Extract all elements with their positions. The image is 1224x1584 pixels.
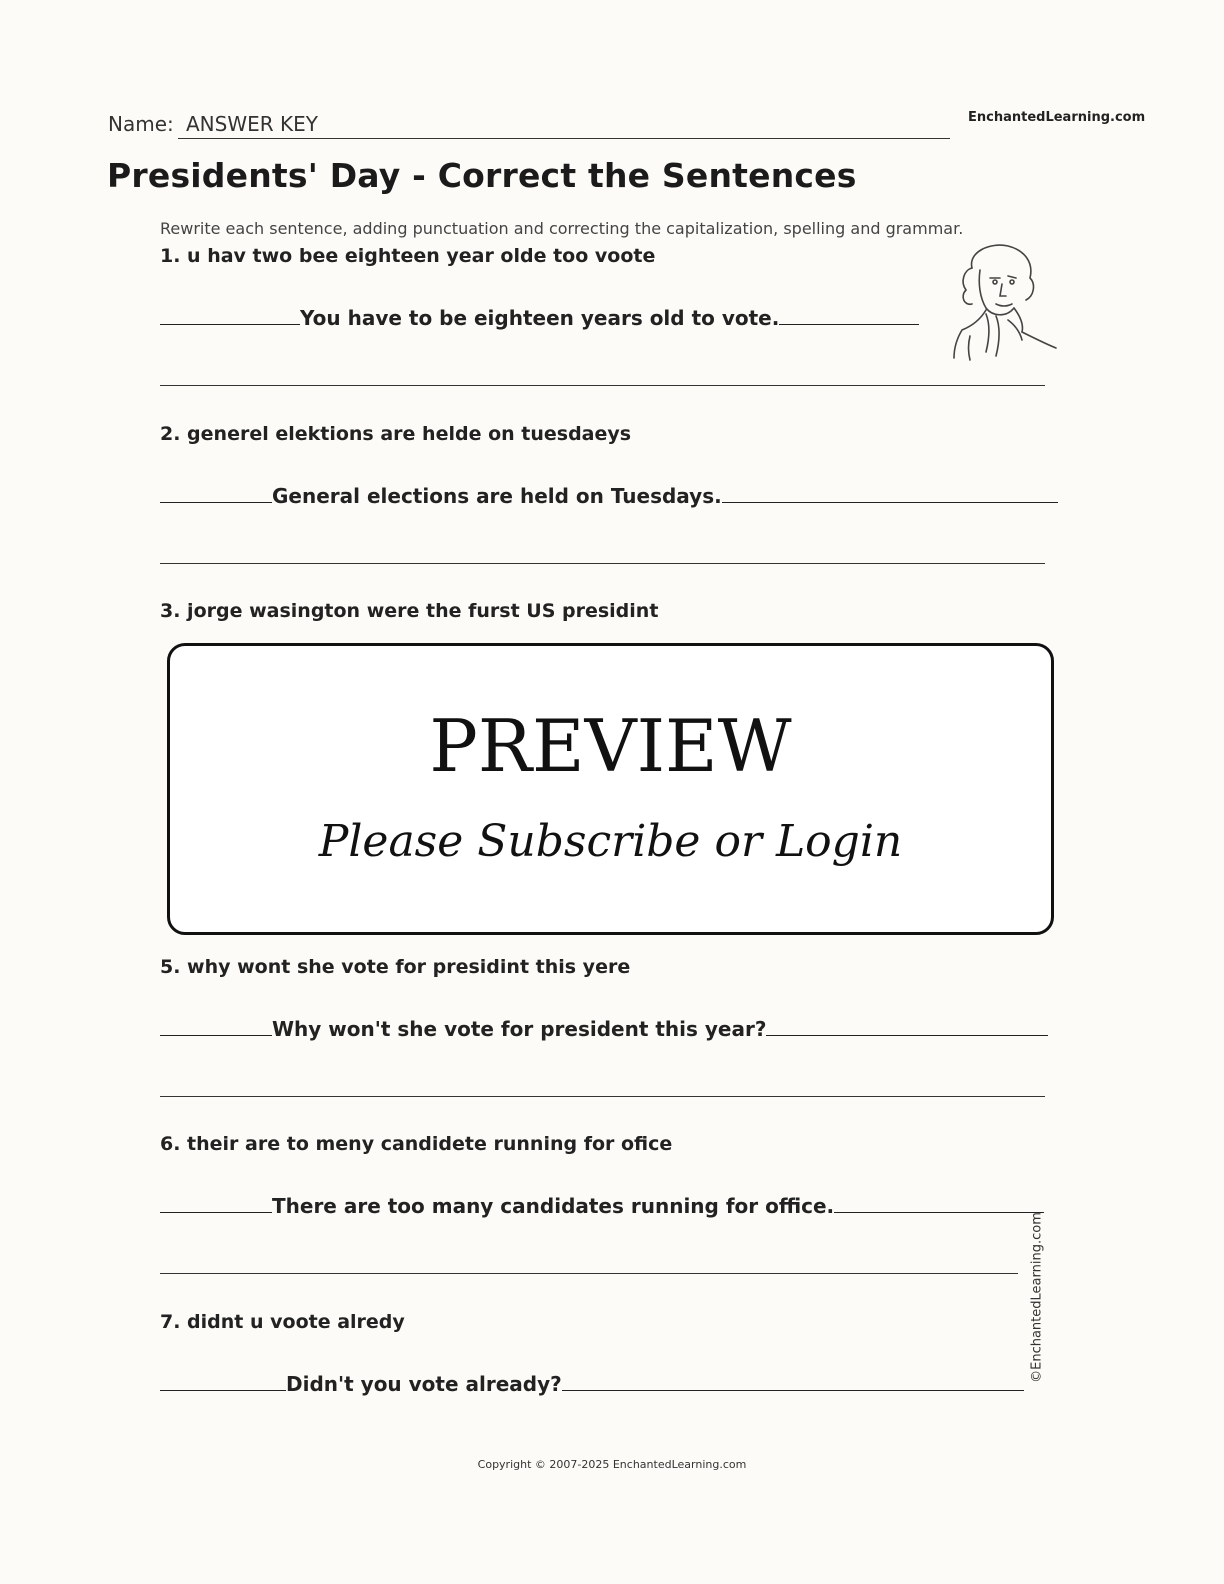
writing-line xyxy=(160,1096,1045,1097)
name-label: Name: xyxy=(108,112,174,136)
answer-5 xyxy=(160,1015,1048,1041)
answer-2-text: General elections are held on Tuesdays. xyxy=(272,484,722,508)
question-5: 5. why wont she vote for presidint this yere xyxy=(160,956,631,978)
copyright: Copyright © 2007-2025 EnchantedLearning.com xyxy=(477,1458,747,1471)
question-3: 3. jorge wasington were the furst US presidint xyxy=(160,600,659,622)
question-1: 1. u hav two bee eighteen year olde too voote xyxy=(160,245,656,267)
instructions: Rewrite each sentence, adding punctuation and correcting the capitalization, spelling and grammar. xyxy=(160,219,964,238)
subscribe-login-link[interactable]: Please Subscribe or Login xyxy=(318,816,903,867)
answer-1-text: You have to be eighteen years old to vote. xyxy=(300,306,780,330)
answer-5-text: Why won't she vote for president this year? xyxy=(272,1017,767,1041)
answer-7-text: Didn't you vote already? xyxy=(286,1372,562,1396)
answer-2 xyxy=(160,482,1058,508)
answer-1 xyxy=(160,304,919,330)
preview-title: PREVIEW xyxy=(429,704,792,788)
george-washington-portrait-icon xyxy=(950,240,1060,362)
side-credit: ©EnchantedLearning.com xyxy=(1029,1212,1045,1383)
preview-overlay[interactable] xyxy=(167,643,1054,935)
answer-7 xyxy=(160,1370,1024,1396)
writing-line xyxy=(160,385,1045,386)
writing-line xyxy=(160,563,1045,564)
answer-6 xyxy=(160,1192,1044,1218)
writing-line xyxy=(160,1273,1018,1274)
site-link[interactable]: EnchantedLearning.com xyxy=(968,110,1146,125)
page-title: Presidents' Day - Correct the Sentences xyxy=(107,156,857,195)
name-line xyxy=(178,138,950,139)
name-value: ANSWER KEY xyxy=(186,112,318,136)
question-2: 2. generel elektions are helde on tuesdaeys xyxy=(160,423,632,445)
question-7: 7. didnt u voote alredy xyxy=(160,1311,405,1333)
answer-6-text: There are too many candidates running for office. xyxy=(272,1194,835,1218)
question-6: 6. their are to meny candidete running for ofice xyxy=(160,1133,673,1155)
